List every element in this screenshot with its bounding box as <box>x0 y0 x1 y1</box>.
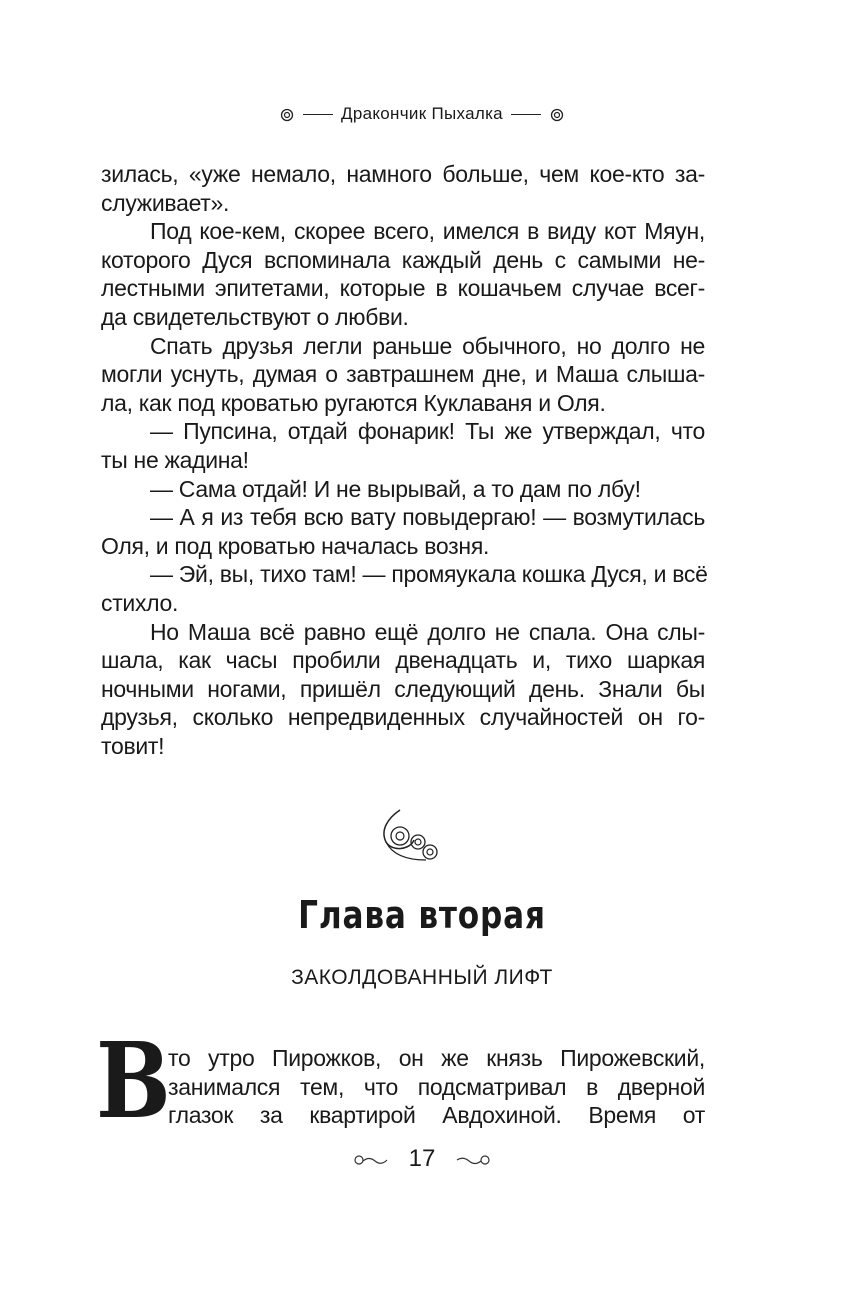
text-line: Под кое-кем, скорее всего, имелся в виду кот Мяун, <box>150 218 705 245</box>
text-line: служивает». <box>101 189 230 216</box>
text-line: — А я из тебя всю вату повыдергаю! — возмутилась <box>150 504 705 531</box>
text-line: Спать друзья легли раньше обычного, но долго не <box>150 332 705 359</box>
text-line: ла, как под кроватью ругаются Куклаваня и Оля. <box>101 389 606 416</box>
spiral-ornament-icon <box>549 108 565 122</box>
chapter-subtitle: ЗАКОЛДОВАННЫЙ ЛИФТ <box>291 966 553 989</box>
text-line: шала, как часы пробили двенадцать и, тихо шаркая <box>101 647 705 674</box>
body-text <box>101 160 708 760</box>
text-line: лестными эпитетами, которые в кошачьем случае всег- <box>101 275 705 302</box>
wave-ornament-icon <box>455 1154 491 1166</box>
text-line: стихло. <box>101 589 179 616</box>
wave-ornament-icon <box>353 1154 389 1166</box>
text-line: занимался тем, что подсматривал в дверной <box>168 1073 705 1100</box>
header-rule-right <box>511 114 541 115</box>
chapter-title: Глава вторая <box>298 893 546 937</box>
running-header <box>0 104 844 124</box>
text-line: друзья, сколько непредвиденных случайностей он го- <box>101 704 705 731</box>
text-line: зилась, «уже немало, намного больше, чем кое-кто за- <box>101 161 705 187</box>
text-line: — Сама отдай! И не вырывай, а то дам по лбу! <box>150 475 641 502</box>
swirl-ornament-icon <box>370 808 480 868</box>
book-title: Дракончик Пыхалка <box>341 104 503 123</box>
text-line: могли уснуть, думая о завтрашнем дне, и Маша слыша- <box>101 361 705 388</box>
page-number: 17 <box>408 1145 436 1172</box>
text-line: ты не жадина! <box>101 446 249 473</box>
text-line: Но Маша всё равно ещё долго не спала. Она слы- <box>150 618 705 645</box>
text-line: которого Дуся вспоминала каждый день с самыми не- <box>101 246 705 273</box>
text-line: товит! <box>101 732 165 759</box>
chapter-paragraph <box>168 1044 705 1130</box>
text-line: глазок за квартирой Авдохиной. Время от <box>168 1102 705 1129</box>
text-line: Оля, и под кроватью началась возня. <box>101 532 490 559</box>
text-line: да свидетельствуют о любви. <box>101 303 409 330</box>
text-line: — Пупсина, отдай фонарик! Ты же утверждал, что <box>150 418 705 445</box>
page-footer <box>0 1145 844 1173</box>
header-rule-left <box>303 114 333 115</box>
text-line: ночными ногами, пришёл следующий день. Знали бы <box>101 675 705 702</box>
drop-cap: В <box>96 1019 171 1142</box>
text-line: то утро Пирожков, он же князь Пирожевский, <box>168 1045 705 1071</box>
text-line: — Эй, вы, тихо там! — промяукала кошка Дуся, и всё <box>150 561 708 588</box>
spiral-ornament-icon <box>279 108 295 122</box>
